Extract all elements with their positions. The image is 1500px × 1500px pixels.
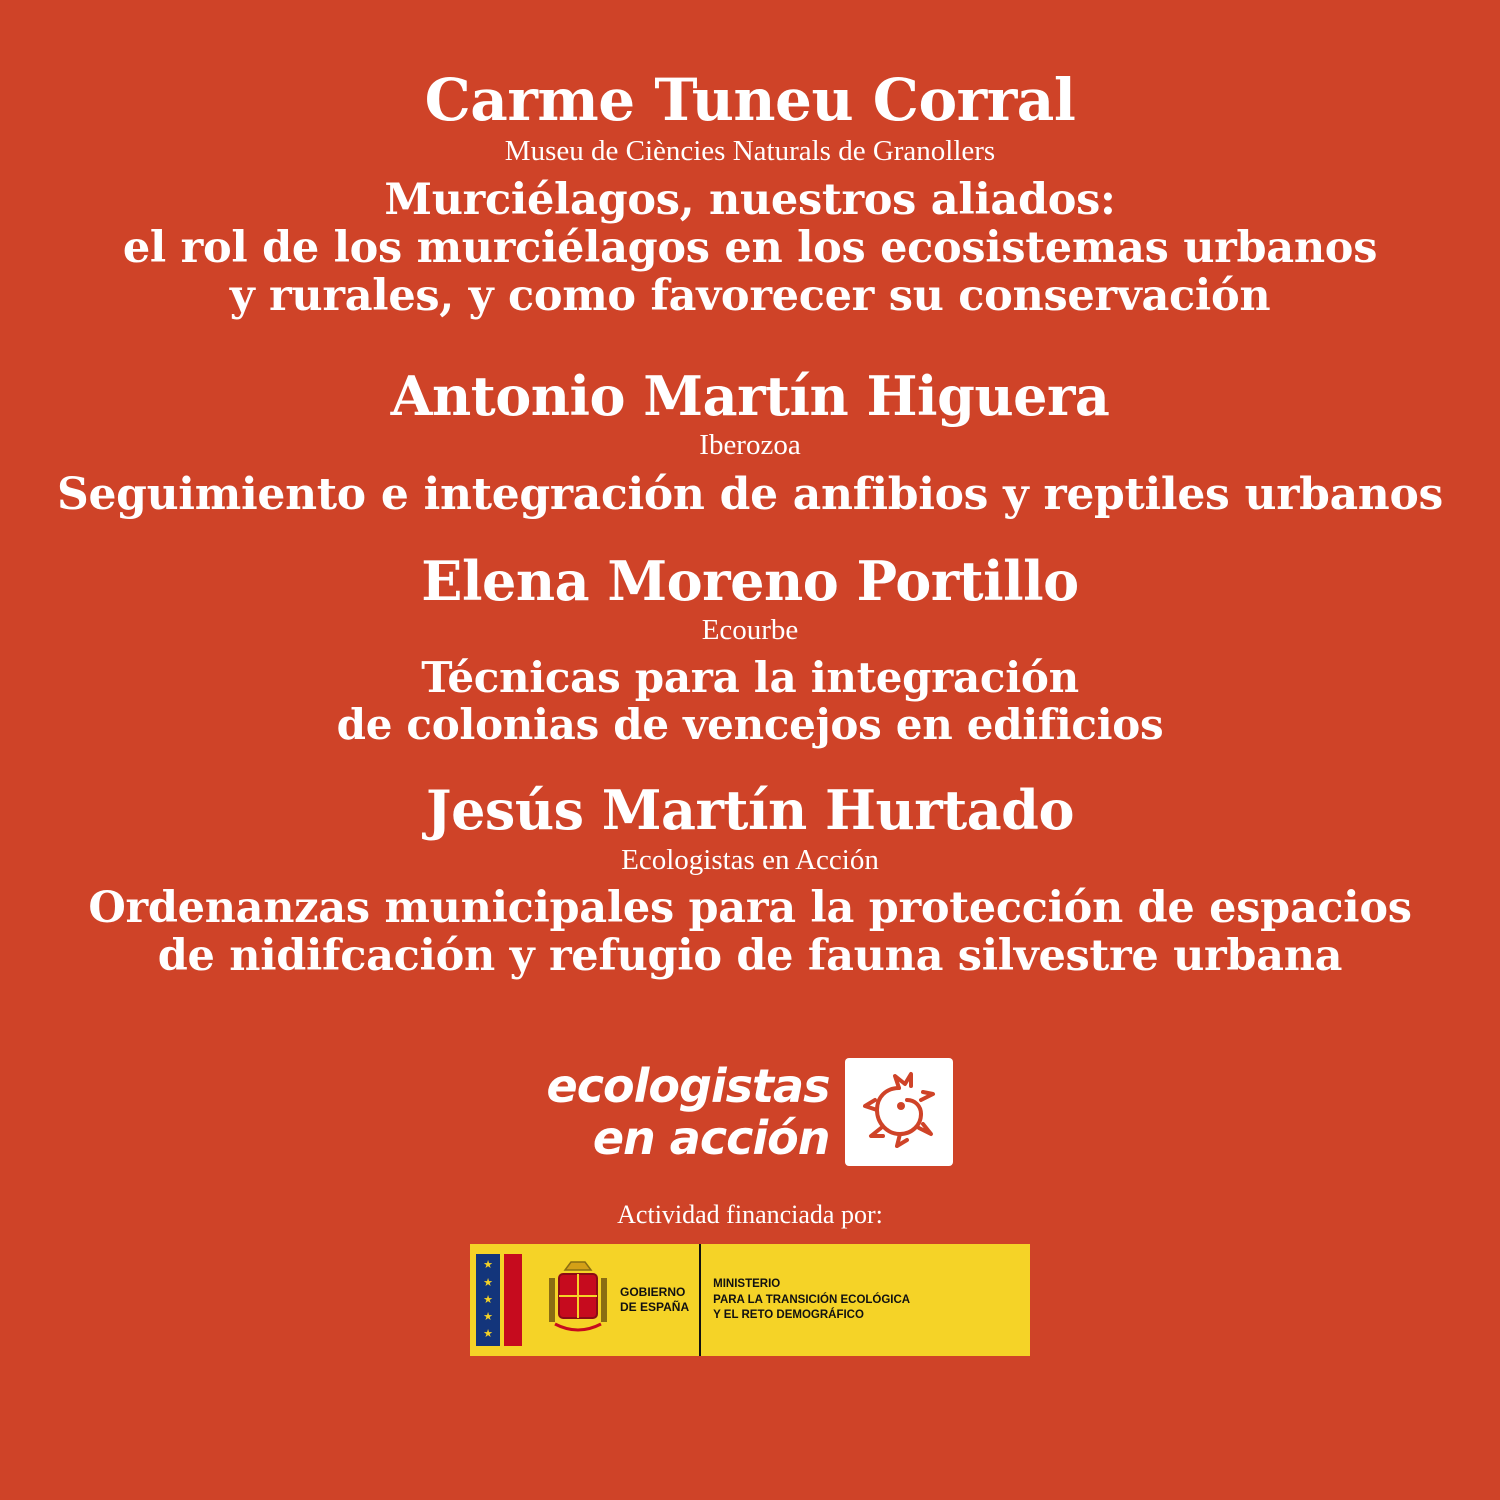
sun-bird-icon — [845, 1058, 953, 1166]
talk-title-line: de nidifcación y refugio de fauna silvestre urbana — [157, 931, 1343, 982]
speaker-name: Antonio Martín Higuera — [390, 364, 1110, 429]
talk-title-line: Técnicas para la integración — [421, 653, 1079, 703]
star-icon: ★ — [483, 1276, 493, 1289]
star-icon: ★ — [483, 1328, 493, 1341]
government-logo-strip — [470, 1244, 1030, 1356]
talk-item — [40, 548, 1460, 750]
star-icon: ★ — [483, 1310, 493, 1323]
speaker-affiliation: Museu de Ciències Naturals de Granollers — [504, 135, 996, 168]
ecologistas-en-accion-logo — [547, 1058, 954, 1166]
star-icon: ★ — [483, 1293, 493, 1306]
logo-word-line-2: en acción — [592, 1111, 830, 1166]
talk-title-line: Seguimiento e integración de anfibios y reptiles urbanos — [56, 468, 1443, 520]
logo-word-line-1: ecologistas — [546, 1059, 830, 1114]
government-line-1: GOBIERNO — [620, 1285, 686, 1300]
eu-stars — [476, 1254, 500, 1346]
spain-eu-flag-icon — [470, 1244, 536, 1356]
talk-item — [40, 778, 1460, 982]
talk-title — [40, 884, 1460, 980]
speaker-affiliation: Ecourbe — [701, 614, 799, 647]
logo-wordmark — [546, 1059, 830, 1166]
speaker-name: Carme Tuneu Corral — [424, 66, 1076, 134]
government-line-2: DE ESPAÑA — [620, 1300, 690, 1315]
talk-item — [40, 364, 1460, 520]
talk-item — [40, 66, 1460, 322]
funding-block — [470, 1200, 1030, 1356]
funding-label: Actividad financiada por: — [617, 1200, 883, 1230]
spain-flag-stripe — [504, 1254, 522, 1346]
talk-title-line: Murciélagos, nuestros aliados: — [384, 174, 1116, 225]
ministry-line-2: PARA LA TRANSICIÓN ECOLÓGICA — [713, 1293, 911, 1306]
talk-title-line: de colonias de vencejos en edificios — [336, 700, 1164, 750]
speaker-affiliation: Iberozoa — [699, 429, 801, 462]
talk-title — [40, 470, 1460, 519]
speaker-affiliation: Ecologistas en Acción — [621, 843, 879, 876]
talk-title-line: el rol de los murciélagos en los ecosistemas urbanos — [122, 222, 1378, 273]
ministry-line-1: MINISTERIO — [713, 1278, 781, 1290]
talk-title-line: y rurales, y como favorecer su conservación — [229, 271, 1271, 322]
talk-title-line: Ordenanzas municipales para la protección de espacios — [88, 882, 1412, 933]
ministry-line-3: Y EL RETO DEMOGRÁFICO — [713, 1309, 864, 1322]
speaker-name: Jesús Martín Hurtado — [426, 778, 1074, 843]
talks-list — [40, 66, 1460, 1014]
ministry-name — [701, 1244, 910, 1356]
government-name — [620, 1244, 701, 1356]
spain-coat-of-arms-icon — [536, 1244, 620, 1356]
talk-title — [40, 654, 1460, 748]
star-icon: ★ — [483, 1259, 493, 1272]
speaker-name: Elena Moreno Portillo — [421, 548, 1079, 613]
talk-title — [40, 176, 1460, 320]
